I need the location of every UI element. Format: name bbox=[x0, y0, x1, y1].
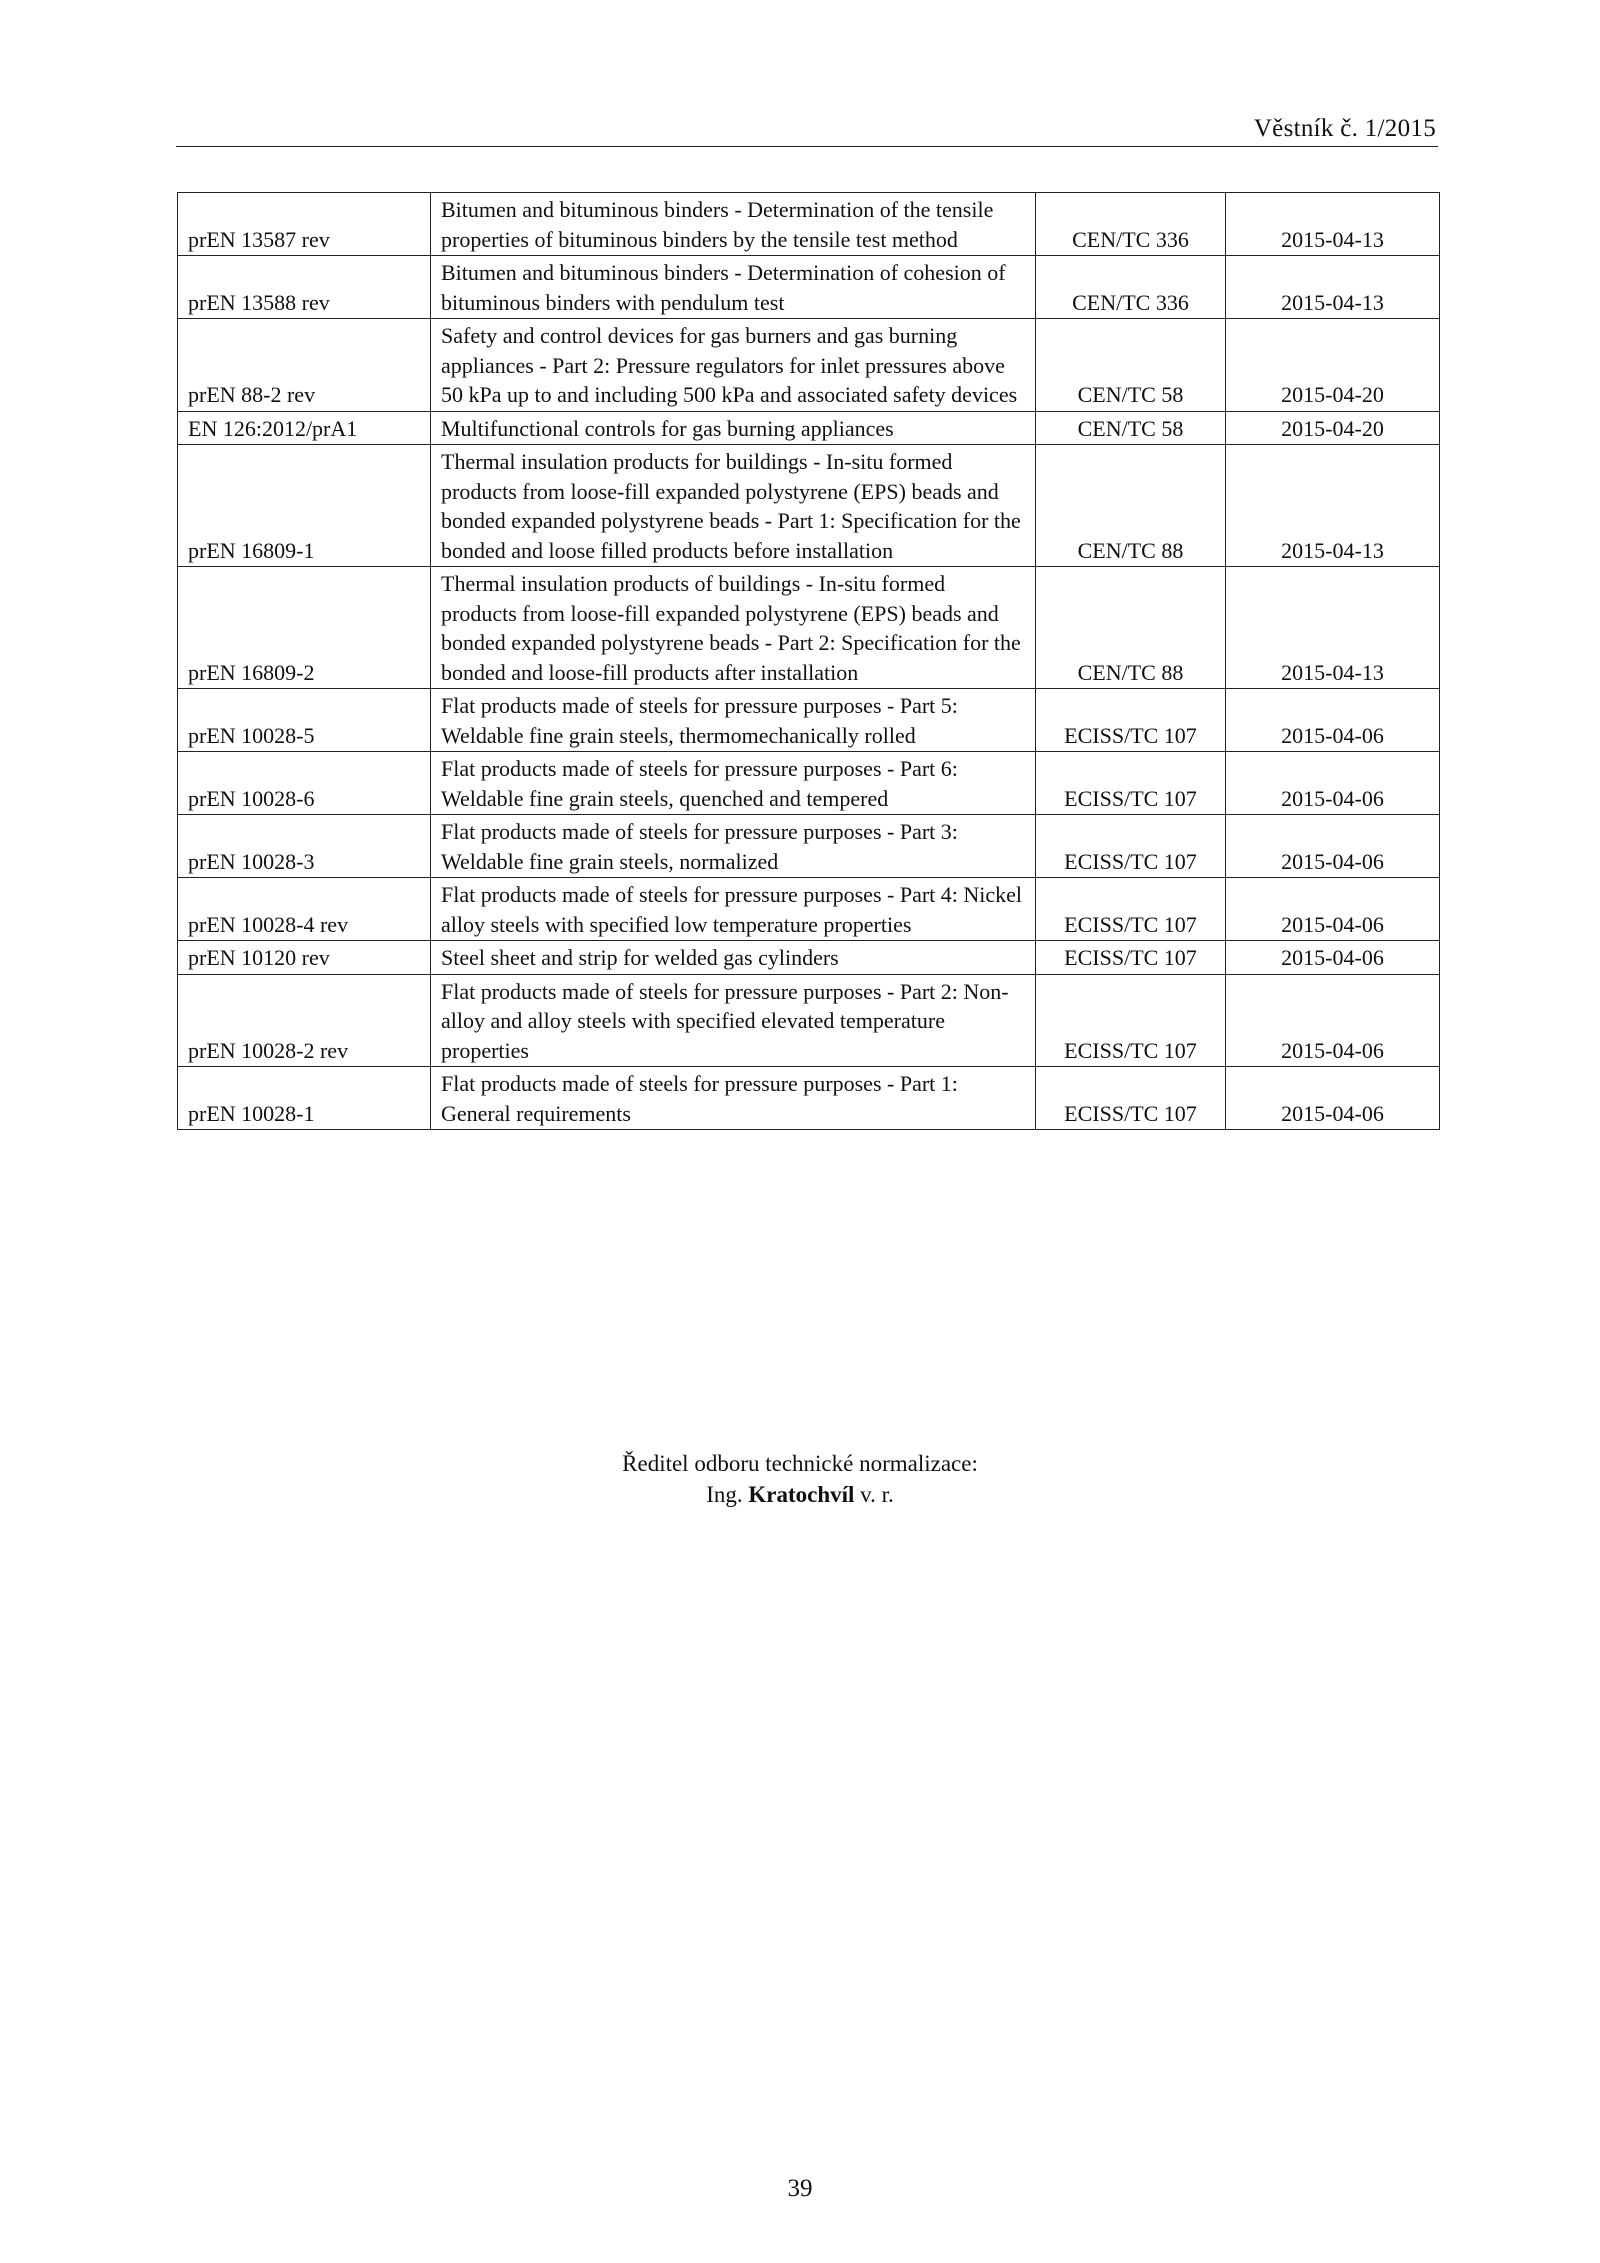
standard-title: Flat products made of steels for pressure purposes - Part 3: Weldable fine grain steels, normalized bbox=[431, 815, 1036, 878]
technical-committee: CEN/TC 58 bbox=[1036, 411, 1226, 445]
table-row bbox=[178, 974, 1440, 1067]
standard-title: Thermal insulation products for buildings - In-situ formed products from loose-fill expanded polystyrene (EPS) beads and bonded expanded polystyrene beads - Part 1: Specification for the bonded and loose filled products before installation bbox=[431, 445, 1036, 567]
standard-title: Multifunctional controls for gas burning appliances bbox=[431, 411, 1036, 445]
table-row bbox=[178, 411, 1440, 445]
standard-code: prEN 10028-1 bbox=[178, 1067, 431, 1130]
standard-code: prEN 16809-1 bbox=[178, 445, 431, 567]
standard-title: Flat products made of steels for pressure purposes - Part 1: General requirements bbox=[431, 1067, 1036, 1130]
signature-role: Ředitel odboru technické normalizace: bbox=[622, 1451, 978, 1476]
standard-title: Bitumen and bituminous binders - Determination of the tensile properties of bituminous binders by the tensile test method bbox=[431, 193, 1036, 256]
technical-committee: ECISS/TC 107 bbox=[1036, 941, 1226, 975]
standard-code: prEN 10028-4 rev bbox=[178, 878, 431, 941]
signature-suffix: v. r. bbox=[860, 1482, 894, 1507]
technical-committee: CEN/TC 88 bbox=[1036, 567, 1226, 689]
table-row bbox=[178, 567, 1440, 689]
technical-committee: CEN/TC 58 bbox=[1036, 319, 1226, 412]
table-row bbox=[178, 878, 1440, 941]
standard-code: prEN 10028-6 bbox=[178, 752, 431, 815]
standard-code: prEN 10028-5 bbox=[178, 689, 431, 752]
standard-code: prEN 10028-3 bbox=[178, 815, 431, 878]
journal-title: Věstník č. 1/2015 bbox=[1253, 115, 1436, 142]
standard-code: prEN 13588 rev bbox=[178, 256, 431, 319]
deadline-date: 2015-04-06 bbox=[1226, 974, 1440, 1067]
standard-title: Bitumen and bituminous binders - Determination of cohesion of bituminous binders with pendulum test bbox=[431, 256, 1036, 319]
deadline-date: 2015-04-06 bbox=[1226, 689, 1440, 752]
deadline-date: 2015-04-13 bbox=[1226, 256, 1440, 319]
signature-prefix: Ing. bbox=[706, 1482, 743, 1507]
signature-name: Kratochvíl bbox=[748, 1482, 855, 1507]
standard-title: Flat products made of steels for pressure purposes - Part 4: Nickel alloy steels with specified low temperature properties bbox=[431, 878, 1036, 941]
table-row bbox=[178, 319, 1440, 412]
deadline-date: 2015-04-13 bbox=[1226, 567, 1440, 689]
deadline-date: 2015-04-13 bbox=[1226, 445, 1440, 567]
deadline-date: 2015-04-06 bbox=[1226, 752, 1440, 815]
deadline-date: 2015-04-06 bbox=[1226, 1067, 1440, 1130]
technical-committee: CEN/TC 88 bbox=[1036, 445, 1226, 567]
deadline-date: 2015-04-20 bbox=[1226, 411, 1440, 445]
table-row bbox=[178, 752, 1440, 815]
signature-block bbox=[0, 1448, 1600, 1510]
technical-committee: ECISS/TC 107 bbox=[1036, 878, 1226, 941]
table-row bbox=[178, 689, 1440, 752]
table-row bbox=[178, 1067, 1440, 1130]
standard-title: Steel sheet and strip for welded gas cylinders bbox=[431, 941, 1036, 975]
technical-committee: CEN/TC 336 bbox=[1036, 193, 1226, 256]
technical-committee: ECISS/TC 107 bbox=[1036, 974, 1226, 1067]
standard-code: prEN 10120 rev bbox=[178, 941, 431, 975]
page-header bbox=[176, 110, 1438, 147]
technical-committee: ECISS/TC 107 bbox=[1036, 752, 1226, 815]
deadline-date: 2015-04-13 bbox=[1226, 193, 1440, 256]
standards-table bbox=[177, 192, 1440, 1130]
standard-code: EN 126:2012/prA1 bbox=[178, 411, 431, 445]
table-row bbox=[178, 445, 1440, 567]
standard-title: Flat products made of steels for pressure purposes - Part 6: Weldable fine grain steels, quenched and tempered bbox=[431, 752, 1036, 815]
standard-title: Thermal insulation products of buildings - In-situ formed products from loose-fill expanded polystyrene (EPS) beads and bonded expanded polystyrene beads - Part 2: Specification for the bonded and loose-fill products after installation bbox=[431, 567, 1036, 689]
table-row bbox=[178, 815, 1440, 878]
table-row bbox=[178, 256, 1440, 319]
standard-title: Safety and control devices for gas burners and gas burning appliances - Part 2: Pressure regulators for inlet pressures above 50 kPa up to and including 500 kPa and associated safety devices bbox=[431, 319, 1036, 412]
standard-code: prEN 88-2 rev bbox=[178, 319, 431, 412]
standard-title: Flat products made of steels for pressure purposes - Part 5: Weldable fine grain steels, thermomechanically rolled bbox=[431, 689, 1036, 752]
deadline-date: 2015-04-20 bbox=[1226, 319, 1440, 412]
standard-code: prEN 10028-2 rev bbox=[178, 974, 431, 1067]
deadline-date: 2015-04-06 bbox=[1226, 878, 1440, 941]
deadline-date: 2015-04-06 bbox=[1226, 941, 1440, 975]
deadline-date: 2015-04-06 bbox=[1226, 815, 1440, 878]
standard-title: Flat products made of steels for pressure purposes - Part 2: Non-alloy and alloy steels with specified elevated temperature properties bbox=[431, 974, 1036, 1067]
standard-code: prEN 16809-2 bbox=[178, 567, 431, 689]
table-row bbox=[178, 941, 1440, 975]
standard-code: prEN 13587 rev bbox=[178, 193, 431, 256]
page-number: 39 bbox=[787, 2175, 813, 2202]
table-row bbox=[178, 193, 1440, 256]
technical-committee: ECISS/TC 107 bbox=[1036, 815, 1226, 878]
technical-committee: ECISS/TC 107 bbox=[1036, 1067, 1226, 1130]
technical-committee: ECISS/TC 107 bbox=[1036, 689, 1226, 752]
technical-committee: CEN/TC 336 bbox=[1036, 256, 1226, 319]
signature-name-line bbox=[0, 1479, 1600, 1510]
